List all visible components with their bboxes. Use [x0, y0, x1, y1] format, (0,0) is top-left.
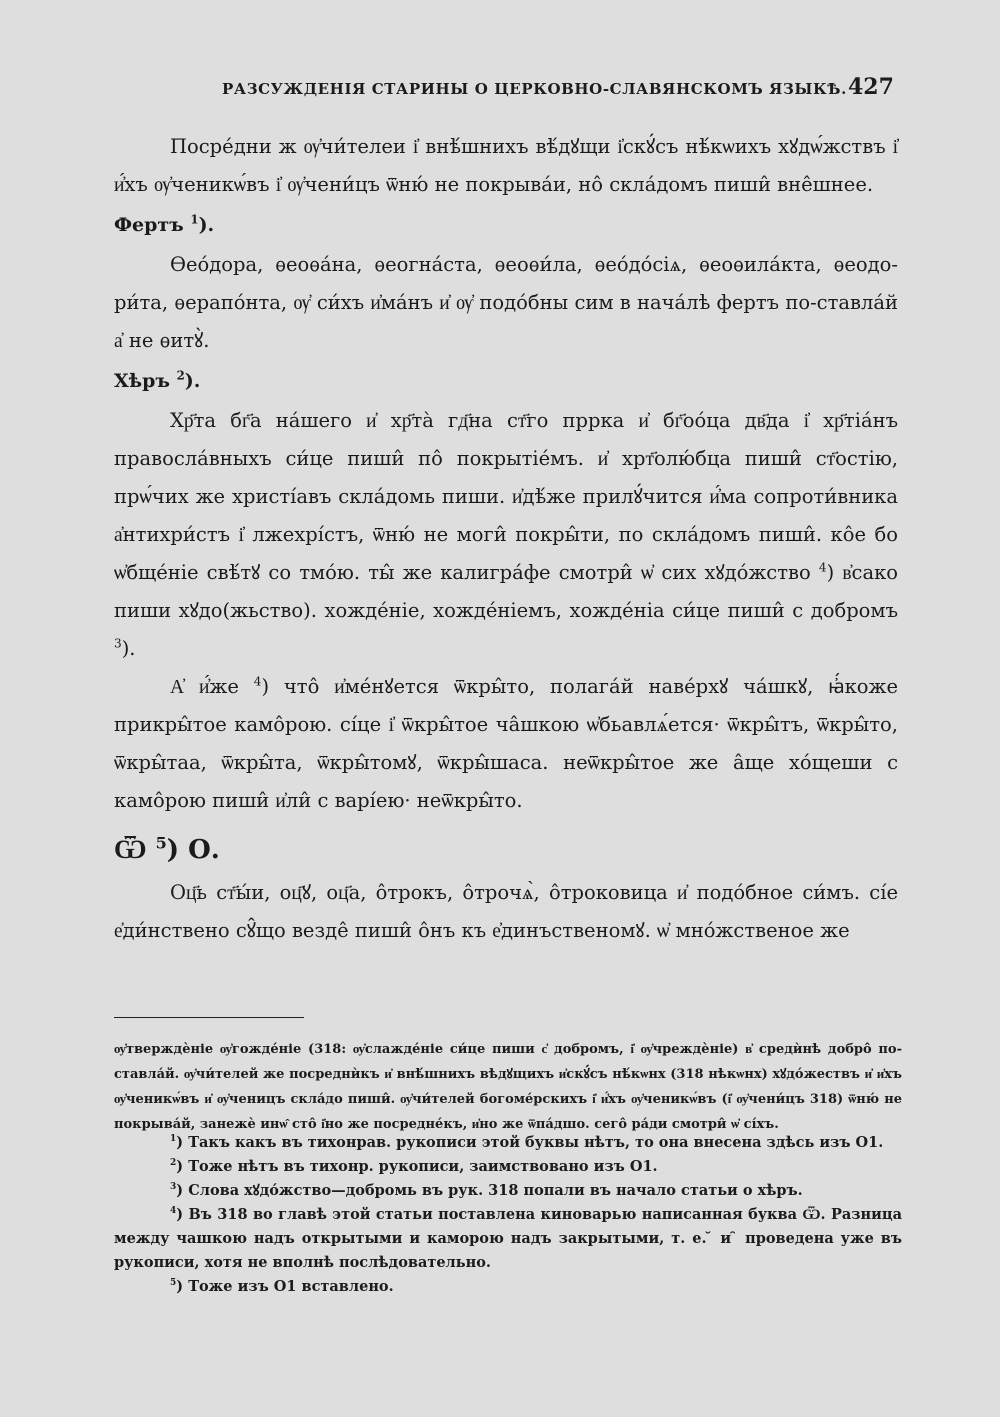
- footnote-ref-5: 5: [155, 833, 167, 853]
- paragraph-3-part-b: в҆сако пиши хꙋдо(жьство). хожде́ніе, хожде́ніемъ, хожде́ніа си́це пиши̂ с добромъ: [114, 561, 898, 622]
- paragraph-3-part-a: Хр҃та бг҃а на́шего и҆ хр҃та̀ гд҃на ст҃го пррка и҆ бг҃оо́ца дв҃да і҆ хр҃тіа́нъ правосла́вныхъ си́це пиши̂ по̂ покрытіе́мъ. и҆ хрт҃олю́бца пиши̂ ст҃остію, прѡ́чих же христі́авъ скла́домь пиши. и҆дѣ́же прилꙋ́чится и҆́ма сопроти́вника а҆нтихри́стъ і҆ лжехрі́стъ, ѿню́ не моги̂ покры̂ти, по скла́домъ пиши̂. ко̂е бо ѡ҆бще́ніе свѣ́тꙋ со тмо́ю. ты̂ же калигра́фе смотри̂ ѡ҆ сих хꙋдо́жство: [114, 409, 898, 584]
- footnote-3-mark: 3: [170, 1182, 177, 1193]
- footnote-2: $^2$) Тоже нѣтъ въ тихонр. рукописи, заимствовано изъ О1.: [170, 1158, 658, 1175]
- paragraph-4-part-a: А҆ и҆́же: [170, 675, 239, 698]
- footnotes: [114, 1131, 902, 1299]
- footnote-3-text: Слова хꙋдо́жство—добромь въ рук. 318 попали въ начало статьи о хѣръ.: [188, 1182, 803, 1199]
- paragraph-3: Хр҃та бг҃а на́шего и҆ хр҃та̀ гд҃на ст҃го пррка и҆ бг҃оо́ца дв҃да і҆ хр҃тіа́нъ правосла́вныхъ си́це пиши̂ по̂ покрытіе́мъ. и҆ хрт҃олю́бца пиши̂ ст҃остію, прѡ́чих же христі́авъ скла́домь пиши. и҆дѣ́же прилꙋ́чится и҆́ма сопроти́вника а҆нтихри́стъ і҆ лжехрі́стъ, ѿню́ не моги̂ покры̂ти, по скла́домъ пиши̂. ко̂е бо ѡ҆бще́ніе свѣ́тꙋ со тмо́ю. ты̂ же калигра́фе смотри̂ ѡ҆ сих хꙋдо́жство $^4$) в҆сако пиши хꙋдо(жьство). хожде́ніе, хожде́ніемъ, хожде́ніа си́це пиши̂ с добромъ $^3$).: [114, 409, 898, 660]
- footnote-ref-4a: 4: [818, 560, 827, 575]
- paragraph-2: Ѳео́дора, ѳеоѳа́на, ѳеогна́ста, ѳеоѳи́ла, ѳео́до́сіѧ, ѳеоѳила́кта, ѳеодо-ри́та, ѳерапо́нта, ѹ҆ си́хъ и҆ма́нъ и҆ ѹ҆ подо́бны сим в нача́лѣ фертъ по-ставла́й а҆ не ѳитꙋ̀.: [114, 253, 898, 352]
- footnote-2-text: Тоже нѣтъ въ тихонр. рукописи, заимствовано изъ О1.: [188, 1158, 658, 1175]
- footnote-divider: [114, 1017, 304, 1018]
- footnote-5: $^5$) Тоже изъ О1 вставлено.: [170, 1278, 394, 1295]
- footnote-ref-2: 2: [176, 368, 185, 383]
- footnote-4-mark: 4: [170, 1206, 177, 1217]
- paragraph-5: Оц҃ь ст҃ы́и, оц҃ꙋ, оц҃а, о̂трокъ, о̂трочѧ̀, о̂троковица и҆ подо́бное си́мъ. сі́е е҆ди́нствено сꙋ̂що везде̂ пиши̂ о̂нъ къ е҆динъственомꙋ. ѡ҆ мно́жственое же: [114, 881, 898, 942]
- footnote-5-text: Тоже изъ О1 вставлено.: [188, 1278, 394, 1295]
- heading-kher-text: Хѣръ: [114, 370, 170, 392]
- paragraph-1: Посре́дни ж ѹ҆чи́телеи і҆ внѣ́шнихъ вѣ́дꙋщи і҆скꙋ́съ нѣ́кѡихъ хꙋдѡ́жствъ і҆ и҆́хъ ѹ҆ченикѡ́въ і҆ ѹ҆чени́цъ ѿню́ не покрыва́и, но̂ скла́домъ пиши̂ вне̂шнее.: [114, 135, 898, 196]
- footnote-continuation: ѹ҆тверждѐніе ѹ҆гожде́ніе (318: ѹ҆слажде́ніе си́це пиши с҆ добромъ, і҆ ѹ҆чреждѐніе) в҆ средѝнѣ добро̂ по-ставла́й. ѹ҆чи́телей же посреднѝкъ и҆ внѣ́шнихъ вѣдꙋщихъ и҆скꙋ́съ нѣ́кѡнх (318 нѣкѡнх) хꙋдо́жествъ и҆ и҆хъ ѹ҆ченикѡ́въ и҆ ѹ҆ченицъ скла́до пиши̂. ѹ҆чи́телей богоме́рскихъ і҆ и҆́хъ ѹ҆ченикѡ́въ (і҆ ѹ҆чени́цъ 318) ѿню́ не покрыва́й, занежѐ инѡ̂ сто̂ і҆но же посредне́къ, и҆но же ѿпа́дшо. сего̂ ра́ди смотри̂ ѡ҆ сі́хъ.: [114, 1042, 902, 1132]
- page-number: 427: [848, 74, 894, 100]
- footnote-2-mark: 2: [170, 1158, 177, 1169]
- heading-o-glyph: Ѿ: [114, 835, 147, 865]
- footnote-1-mark: 1: [170, 1134, 177, 1145]
- footnote-ref-1: 1: [190, 212, 199, 227]
- running-title: РАЗСУЖДЕНІЯ СТАРИНЫ О ЦЕРКОВНО-СЛАВЯНСКОМЪ ЯЗЫКѢ.: [222, 80, 847, 98]
- footnote-ref-3: 3: [114, 636, 122, 651]
- footnote-4: $^4$) Въ 318 во главѣ этой статьи поставлена киноварью написанная буква Ѿ. Разница между чашкою надъ открытыми и каморою надъ закрытыми, т. е. ̆ и ̑ проведена уже въ рукописи, хотя не вполнѣ послѣдовательно.: [114, 1206, 902, 1271]
- heading-o-text: ) О.: [166, 835, 220, 865]
- section-heading-fert: Фертъ $^1$).: [114, 212, 215, 236]
- section-heading-kher: Хѣръ $^2$).: [114, 368, 201, 392]
- footnote-1: $^1$) Такъ какъ въ тихонрав. рукописи этой буквы нѣтъ, то она внесена здѣсь изъ О1.: [170, 1134, 884, 1151]
- main-text: [114, 128, 898, 950]
- footnote-5-mark: 5: [170, 1278, 177, 1289]
- footnote-ref-4b: 4: [253, 674, 262, 689]
- section-heading-o: [114, 826, 898, 874]
- footnote-3: $^3$) Слова хꙋдо́жство—добромь въ рук. 318 попали въ начало статьи о хѣръ.: [170, 1182, 803, 1199]
- heading-fert-text: Фертъ: [114, 214, 184, 236]
- paragraph-4: [114, 668, 898, 820]
- paragraph-4-part-b: ) что̂ и҆ме́нꙋется ѿкры̂то, полага́й наве́рхꙋ ча́шкꙋ, ꙗ҆́коже прикры̂тое камо̂рою. сі́це і҆ ѿкры̂тое ча̂шкою ѡ҆бьавлѧ́ется· ѿкры̂тъ, ѿкры̂то, ѿкры̂таа, ѿкры̂та, ѿкры̂томꙋ, ѿкры̂шаса. неѿкры̂тое же а̂ще хо́щеши с камо̂рою пиши̂ и҆ли̂ с варі́ею· неѿкры̂то.: [114, 675, 899, 812]
- footnote-1-text: Такъ какъ въ тихонрав. рукописи этой буквы нѣтъ, то она внесена здѣсь изъ О1.: [188, 1134, 884, 1151]
- footnote-4-text: Въ 318 во главѣ этой статьи поставлена киноварью написанная буква Ѿ. Разница между чашкою надъ открытыми и каморою надъ закрытыми, т. е. ̆ и ̑ проведена уже въ рукописи, хотя не вполнѣ послѣдовательно.: [114, 1206, 902, 1271]
- paragraph-3-part-c: ).: [121, 637, 136, 660]
